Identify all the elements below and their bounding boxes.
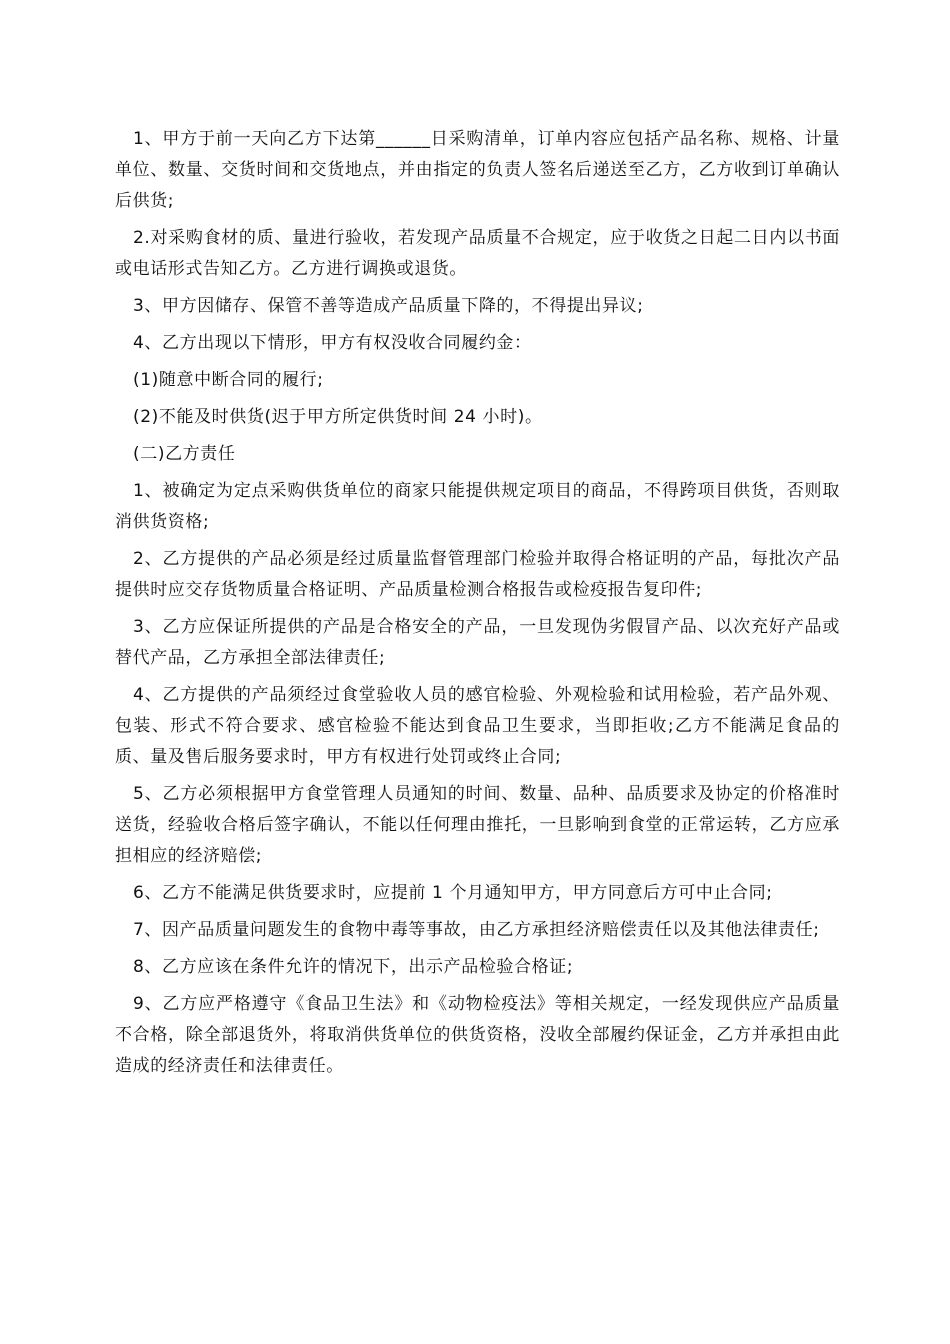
paragraph-party-b-8: 8、乙方应该在条件允许的情况下，出示产品检验合格证; <box>133 957 574 977</box>
paragraph-party-b-4: 4、乙方提供的产品须经过食堂验收人员的感官检验、外观检验和试用检验，若产品外观、包装、形式不符合要求、感官检验不能达到食品卫生要求，当即拒收;乙方不能满足食品的质、量及售后服务要求时，甲方有权进行处罚或终止合同; <box>115 685 840 767</box>
paragraph-party-b-6: 6、乙方不能满足供货要求时，应提前 1 个月通知甲方，甲方同意后方可中止合同; <box>133 883 773 903</box>
paragraph-party-b-7: 7、因产品质量问题发生的食物中毒等事故，由乙方承担经济赔偿责任以及其他法律责任; <box>133 920 820 940</box>
paragraph-party-b-3: 3、乙方应保证所提供的产品是合格安全的产品，一旦发现伪劣假冒产品、以次充好产品或替代产品，乙方承担全部法律责任; <box>115 617 840 668</box>
paragraph-party-b-1: 1、被确定为定点采购供货单位的商家只能提供规定项目的商品，不得跨项目供货，否则取消供货资格; <box>115 481 840 532</box>
paragraph-party-a-4: 4、乙方出现以下情形，甲方有权没收合同履约金： <box>133 333 532 353</box>
paragraph-sub-item-2: (2)不能及时供货(迟于甲方所定供货时间 24 小时)。 <box>133 407 543 427</box>
document-body <box>115 124 840 1082</box>
paragraph-party-b-2: 2、乙方提供的产品必须是经过质量监督管理部门检验并取得合格证明的产品，每批次产品提供时应交存货物质量合格证明、产品质量检测合格报告或检疫报告复印件; <box>115 549 840 600</box>
paragraph-party-b-5: 5、乙方必须根据甲方食堂管理人员通知的时间、数量、品种、品质要求及协定的价格准时送货，经验收合格后签字确认，不能以任何理由推托，一旦影响到食堂的正常运转，乙方应承担相应的经济赔偿; <box>115 784 840 866</box>
paragraph-party-a-3: 3、甲方因储存、保管不善等造成产品质量下降的，不得提出异议; <box>133 296 644 316</box>
paragraph-party-b-9: 9、乙方应严格遵守《食品卫生法》和《动物检疫法》等相关规定，一经发现供应产品质量不合格，除全部退货外，将取消供货单位的供货资格，没收全部履约保证金，乙方并承担由此造成的经济责任和法律责任。 <box>115 994 840 1076</box>
paragraph-sub-item-1: (1)随意中断合同的履行; <box>133 370 324 390</box>
paragraph-party-a-2: 2.对采购食材的质、量进行验收，若发现产品质量不合规定，应于收货之日起二日内以书面或电话形式告知乙方。乙方进行调换或退货。 <box>115 228 840 279</box>
paragraph-party-a-1: 1、甲方于前一天向乙方下达第______日采购清单，订单内容应包括产品名称、规格、计量单位、数量、交货时间和交货地点，并由指定的负责人签名后递送至乙方，乙方收到订单确认后供货; <box>115 129 840 211</box>
section-heading-party-b: (二)乙方责任 <box>133 444 236 464</box>
